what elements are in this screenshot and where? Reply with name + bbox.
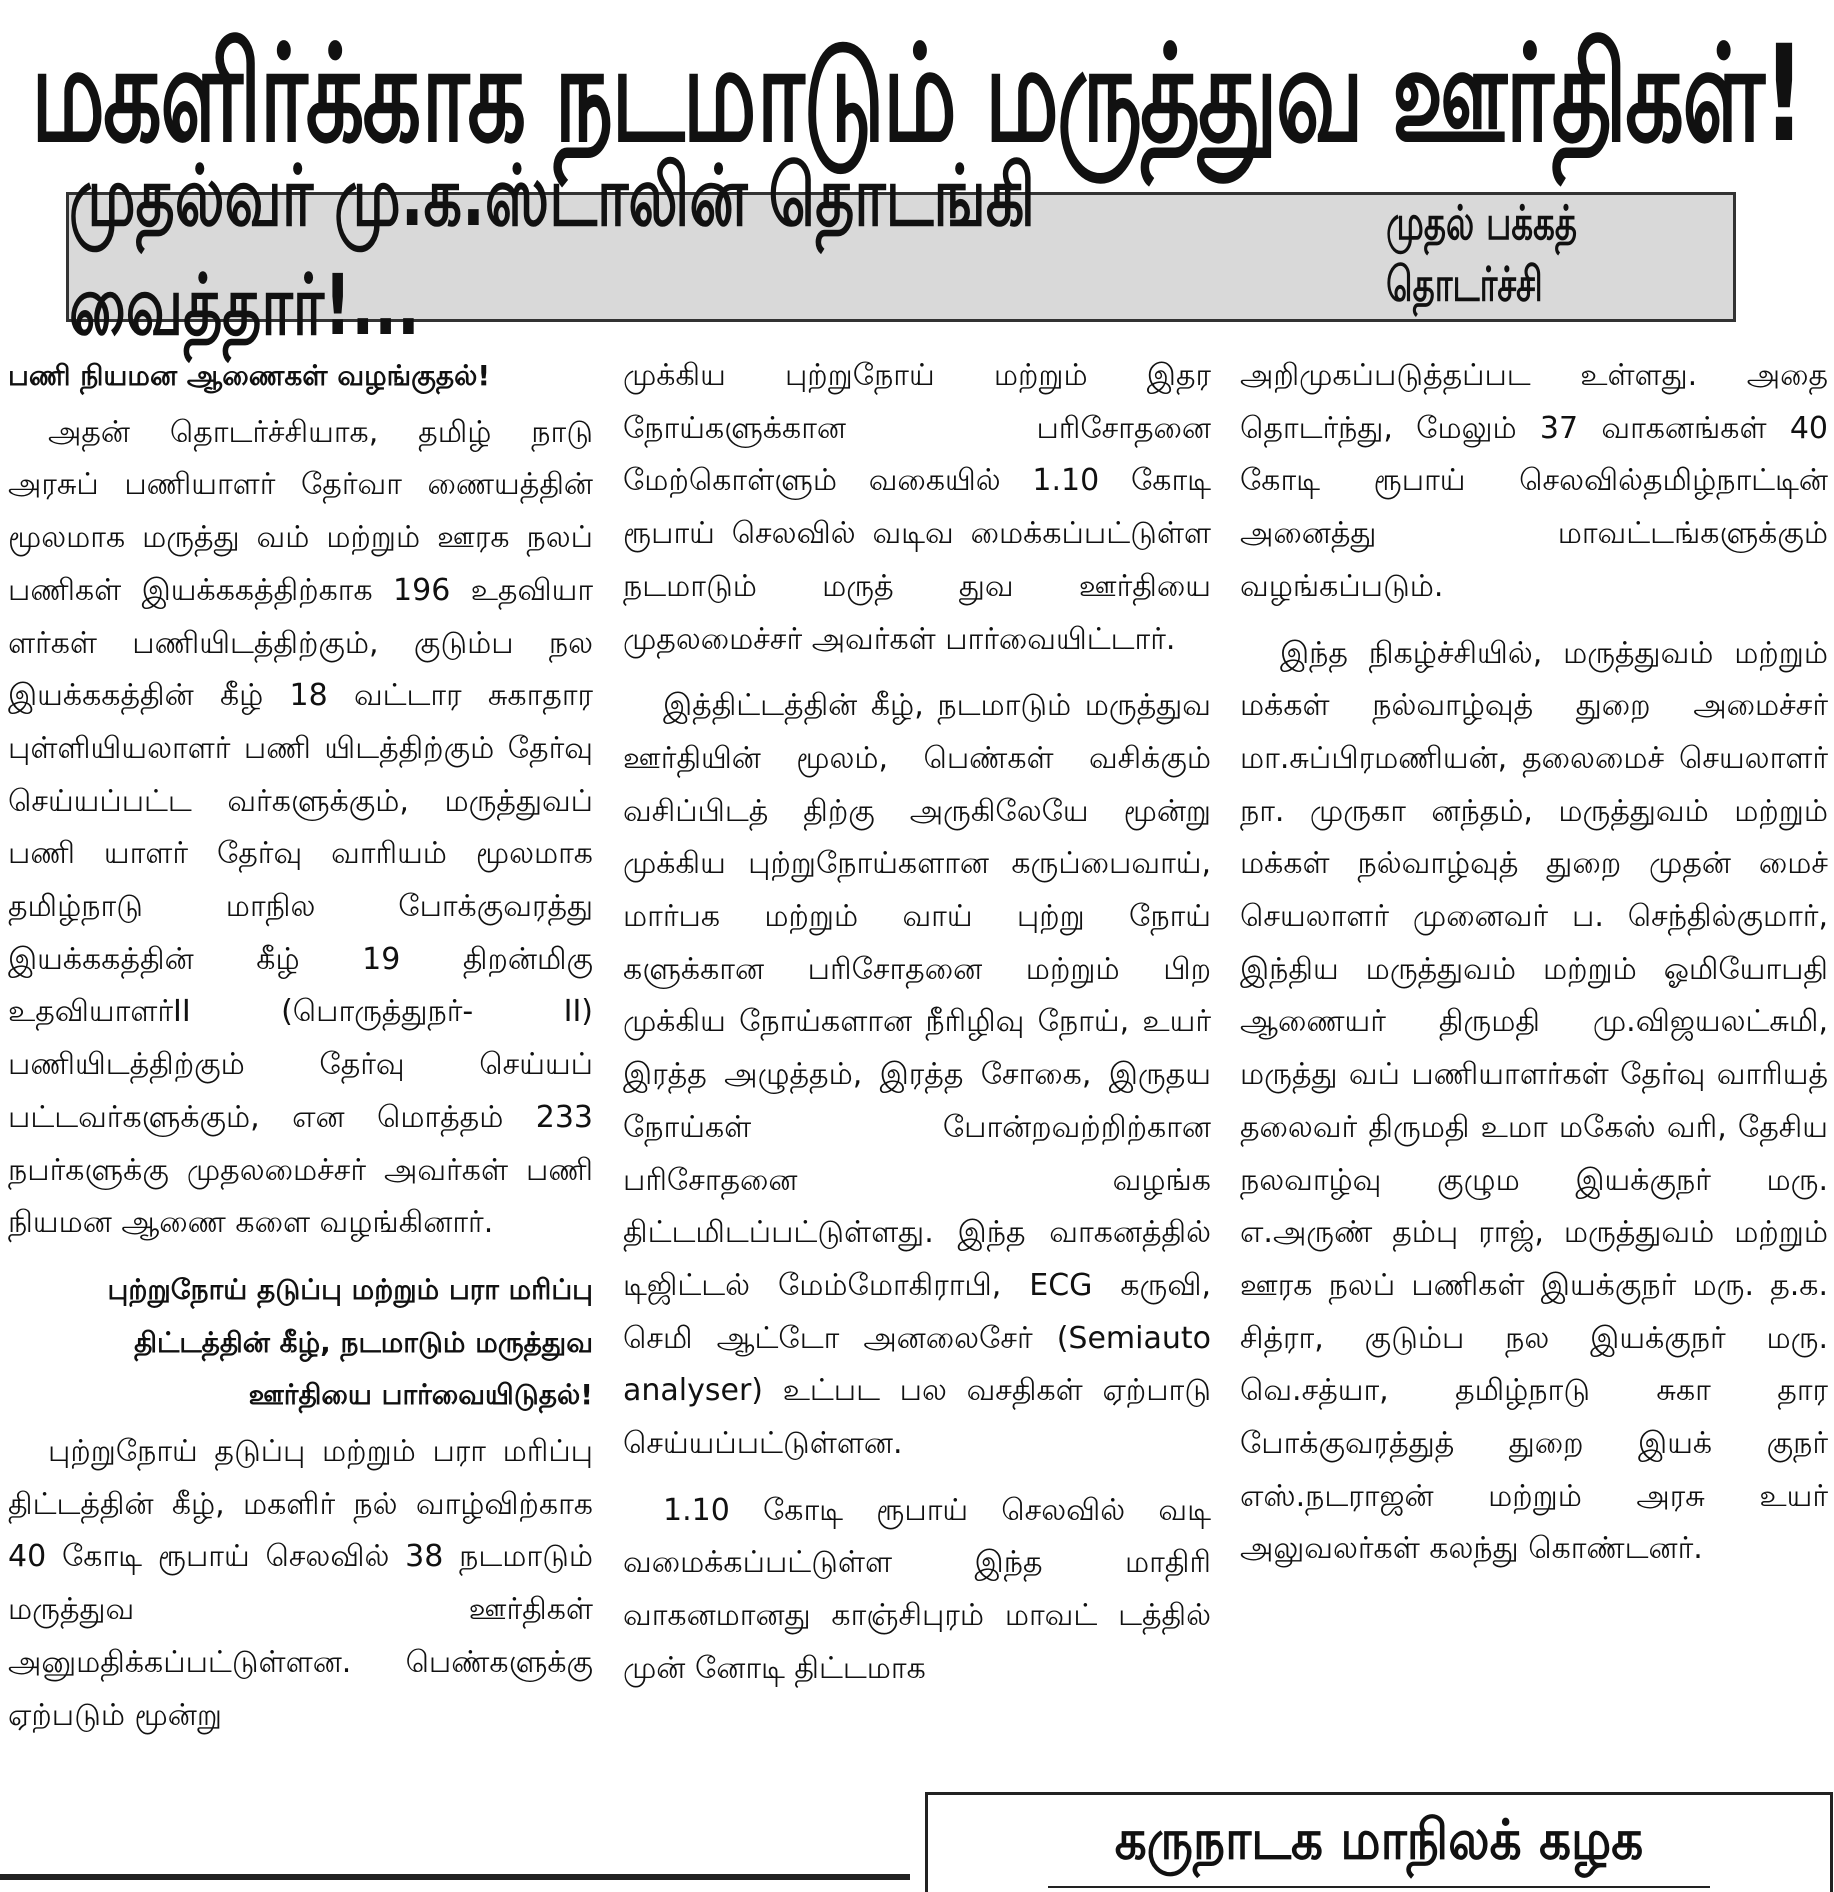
paragraph: இந்த நிகழ்ச்சியில், மருத்துவம் மற்றும் மக்கள் நல்வாழ்வுத் துறை அமைச்சர் மா.சுப்பிரமணியன், தலைமைச் செயலாளர் நா. முருகா னந்தம், மருத்துவம் மற்றும் மக்கள் நல்வாழ்வுத் துறை முதன் மைச் செயலாளர் முனைவர் ப. செந்தில்குமார், இந்திய மருத்துவம் மற்றும் ஓமியோபதி ஆணையர் திருமதி மு.விஜயலட்சுமி, மருத்து வப் பணியாளர்கள் தேர்வு வாரியத் தலைவர் திருமதி உமா மகேஸ் வரி, தேசிய நலவாழ்வு குழும இயக்குநர் மரு. எ.அருண் தம்பு ராஜ், மருத்துவம் மற்றும் ஊரக நலப் பணிகள் இயக்குநர் மரு. த.க. சித்ரா, குடும்ப நல இயக்குநர் மரு. வெ.சத்யா, தமிழ்நாடு சுகா தார போக்குவரத்துத் துறை இயக் குநர் எஸ்.நடராஜன் மற்றும் அரசு உயர் அலுவலர்கள் கலந்து கொண்டனர்.	[1240, 635, 1828, 1567]
paragraph: இத்திட்டத்தின் கீழ், நடமாடும் மருத்துவ ஊர்தியின் மூலம், பெண்கள் வசிக்கும் வசிப்பிடத் திற்கு அருகிலேயே மூன்று முக்கிய புற்றுநோய்களான கருப்பைவாய், மார்பக மற்றும் வாய் புற்று நோய் களுக்கான பரிசோதனை மற்றும் பிற முக்கிய நோய்களான நீரிழிவு நோய், உயர் இரத்த அழுத்தம், இரத்த சோகை, இருதய நோய்கள் போன்றவற்றிற்கான பரிசோதனை வழங்க திட்டமிடப்பட்டுள்ளது. இந்த வாகனத்தில் டிஜிட்டல் மேம்மோகிராபி, ECG கருவி, செமி ஆட்டோ அனலைசேர் (Semiauto analyser) உட்பட பல வசதிகள் ஏற்பாடு செய்யப்பட்டுள்ளன.	[623, 688, 1211, 1462]
paragraph: முக்கிய புற்றுநோய் மற்றும் இதர நோய்களுக்கான பரிசோதனை மேற்கொள்ளும் வகையில் 1.10 கோடி ரூபாய் செலவில் வடிவ மைக்கப்பட்டுள்ள நடமாடும் மருத் துவ ஊர்தியை முதலமைச்சர் அவர்கள் பார்வையிட்டார்.	[623, 358, 1211, 657]
column-3	[1240, 350, 1828, 1710]
section-heading-cancer-program: புற்றுநோய் தடுப்பு மற்றும் பரா மரிப்பு திட்டத்தின் கீழ், நடமாடும் மருத்துவ ஊர்தியை பார்வையிடுதல்!	[107, 1272, 593, 1412]
box-heading-text: கருநாடக மாநிலக் கழக	[1114, 1807, 1644, 1872]
divider	[1048, 1886, 1710, 1888]
paragraph: அதன் தொடர்ச்சியாக, தமிழ் நாடு அரசுப் பணியாளர் தேர்வா ணையத்தின் மூலமாக மருத்து வம் மற்றும் ஊரக நலப் பணிகள் இயக்ககத்திற்காக 196 உதவியா ளர்கள் பணியிடத்திற்கும், குடும்ப நல இயக்ககத்தின் கீழ் 18 வட்டார சுகாதார புள்ளியியலாளர் பணி யிடத்திற்கும் தேர்வு செய்யப்பட்ட வர்களுக்கும், மருத்துவப் பணி யாளர் தேர்வு வாரியம் மூலமாக தமிழ்நாடு மாநில போக்குவரத்து இயக்ககத்தின் கீழ் 19 திறன்மிகு உதவியாளர்II (பொருத்துநர்- II) பணியிடத்திற்கும் தேர்வு செய்யப் பட்டவர்களுக்கும், என மொத்தம் 233 நபர்களுக்கு முதலமைச்சர் அவர்கள் பணி நியமன ஆணை களை வழங்கினார்.	[8, 414, 593, 1241]
paragraph: அறிமுகப்படுத்தப்பட உள்ளது. அதை தொடர்ந்து, மேலும் 37 வாகனங்கள் 40 கோடி ரூபாய் செலவில்தமிழ்நாட்டின் அனைத்து மாவட்டங்களுக்கும் வழங்கப்படும்.	[1240, 358, 1828, 604]
paragraph: 1.10 கோடி ரூபாய் செலவில் வடி வமைக்கப்பட்டுள்ள இந்த மாதிரி வாகனமானது காஞ்சிபுரம் மாவட் டத்தில் முன் னோடி திட்டமாக	[623, 1492, 1211, 1686]
subheadline-box	[66, 147, 1736, 355]
headline: மகளிர்க்காக நடமாடும் மருத்துவ ஊர்திகள்!	[31, 16, 1803, 172]
paragraph: புற்றுநோய் தடுப்பு மற்றும் பரா மரிப்பு திட்டத்தின் கீழ், மகளிர் நல் வாழ்விற்காக 40 கோடி ரூபாய் செலவில் 38 நடமாடும் மருத்துவ ஊர்திகள் அனுமதிக்கப்பட்டுள்ளன. பெண்களுக்கு ஏற்படும் மூன்று	[8, 1434, 593, 1733]
column-1	[8, 350, 593, 1890]
section-heading-appointments: பணி நியமன ஆணைகள் வழங்குதல்!	[8, 359, 491, 392]
boxed-article-heading	[925, 1792, 1833, 1892]
continuation-note: முதல் பக்கத் தொடர்ச்சி	[1386, 195, 1578, 313]
column-2	[623, 350, 1211, 1890]
divider	[0, 1874, 910, 1880]
subheadline: முதல்வர் மு.க.ஸ்டாலின் தொடங்கி வைத்தார்!...	[69, 147, 1036, 355]
